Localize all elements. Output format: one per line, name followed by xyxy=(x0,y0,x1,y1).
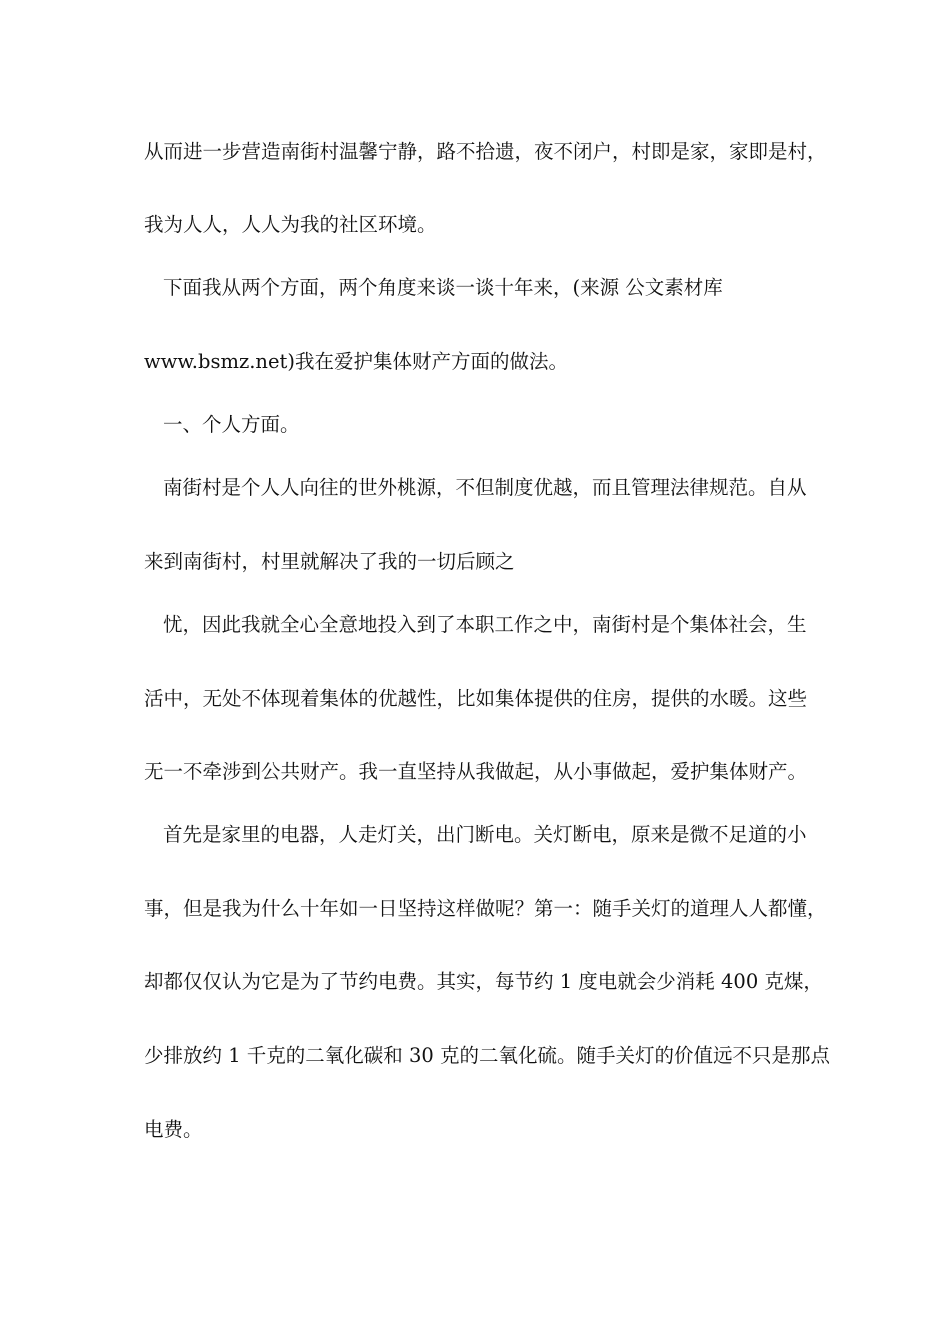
section-heading: 一、个人方面。 xyxy=(163,413,300,436)
text-line: 从而进一步营造南街村温馨宁静，路不拾遗，夜不闭户，村即是家，家即是村， xyxy=(144,140,827,163)
text-line: 电费。 xyxy=(144,1118,203,1141)
paragraph-line: 下面我从两个方面，两个角度来谈一谈十年来，(来源 公文素材库 xyxy=(163,276,723,299)
text-line: www.bsmz.net)我在爱护集体财产方面的做法。 xyxy=(144,350,568,373)
paragraph-line: 忧，因此我就全心全意地投入到了本职工作之中，南街村是个集体社会，生 xyxy=(163,613,807,636)
text-line: 我为人人，人人为我的社区环境。 xyxy=(144,213,437,236)
text-line: 活中，无处不体现着集体的优越性，比如集体提供的住房，提供的水暖。这些 xyxy=(144,687,808,710)
text-line: 少排放约 1 千克的二氧化碳和 30 克的二氧化硫。随手关灯的价值远不只是那点 xyxy=(144,1044,831,1067)
text-line: 事，但是我为什么十年如一日坚持这样做呢？第一：随手关灯的道理人人都懂， xyxy=(144,897,827,920)
text-line: 却都仅仅认为它是为了节约电费。其实，每节约 1 度电就会少消耗 400 克煤， xyxy=(144,970,823,993)
paragraph-line: 南街村是个人人向往的世外桃源，不但制度优越，而且管理法律规范。自从 xyxy=(163,476,807,499)
text-line: 无一不牵涉到公共财产。我一直坚持从我做起，从小事做起，爱护集体财产。 xyxy=(144,760,808,783)
text-line: 来到南街村，村里就解决了我的一切后顾之 xyxy=(144,550,515,573)
paragraph-line: 首先是家里的电器，人走灯关，出门断电。关灯断电，原来是微不足道的小 xyxy=(163,823,807,846)
